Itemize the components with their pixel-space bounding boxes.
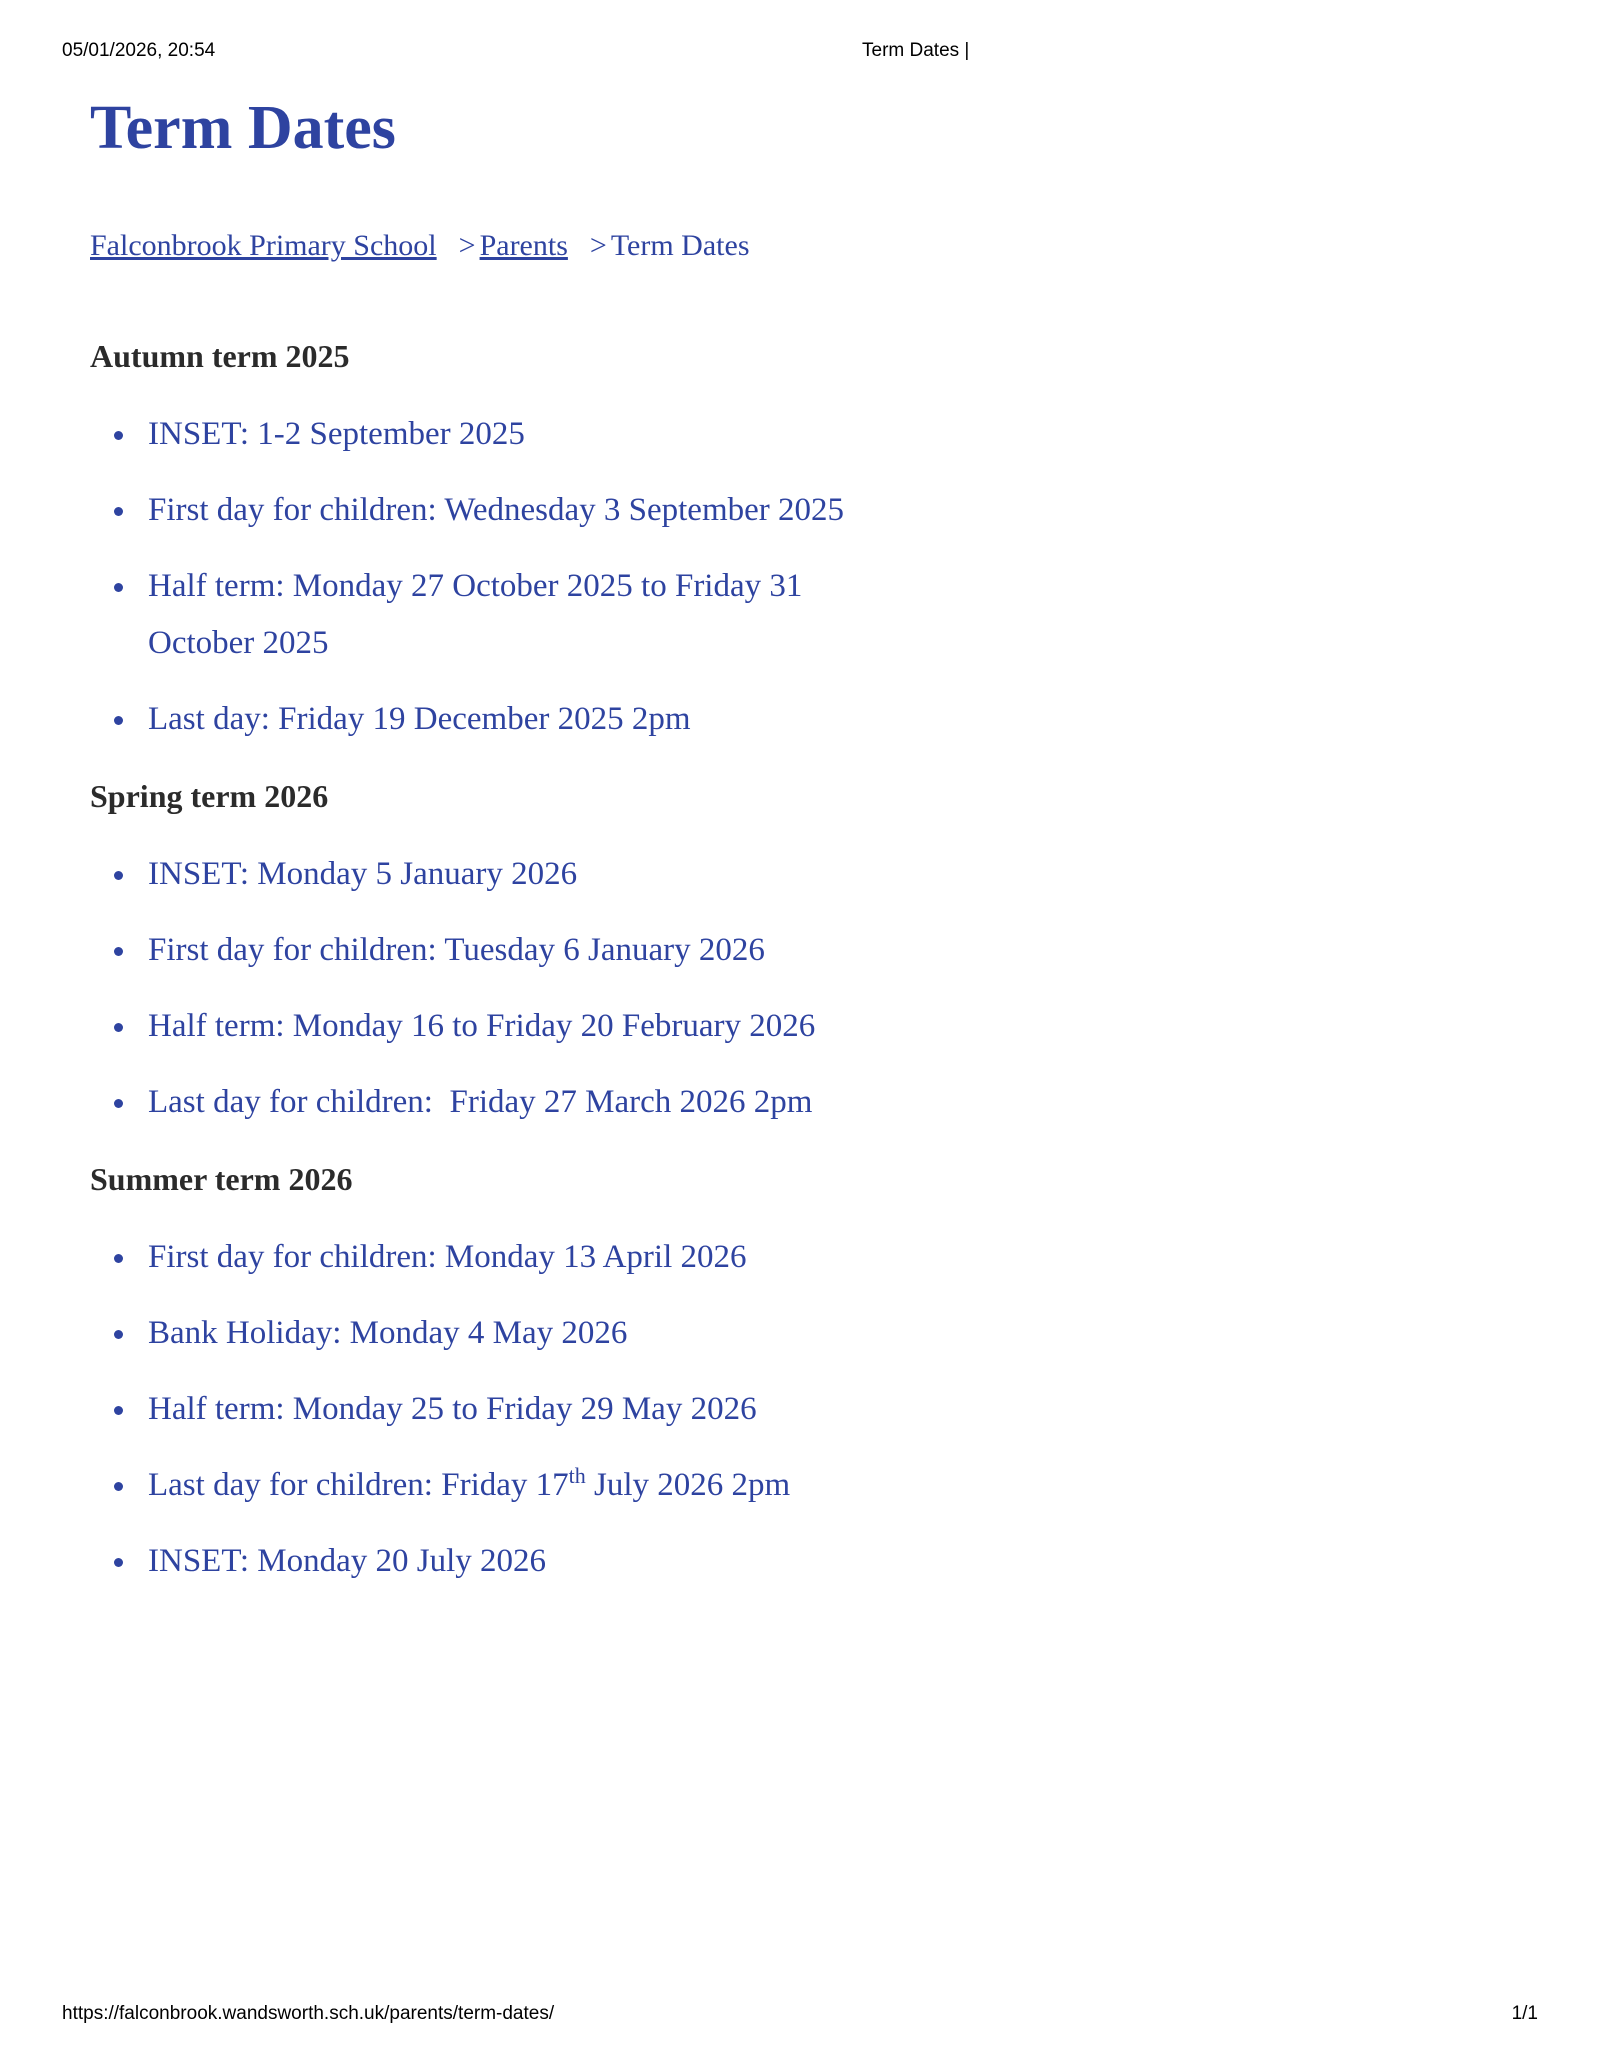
list-item-text: INSET: 1-2 September 2025 (148, 416, 525, 452)
term-list-autumn (90, 406, 870, 748)
list-item (90, 998, 870, 1055)
bullet-icon (114, 1254, 123, 1263)
breadcrumb-separator: > (458, 229, 476, 262)
list-item-text: July 2026 2pm (585, 1467, 791, 1503)
list-item-text: Last day: Friday 19 December 2025 2pm (148, 701, 691, 737)
bullet-icon (114, 716, 123, 725)
list-item (90, 922, 870, 979)
term-heading-autumn: Autumn term 2025 (90, 338, 350, 374)
list-item-text: INSET: Monday 5 January 2026 (148, 856, 578, 892)
term-list-summer (90, 1229, 870, 1590)
list-item (90, 846, 870, 903)
list-item (90, 1381, 870, 1438)
list-item-text: Last day for children: Friday 27 March 2026 2pm (148, 1084, 813, 1120)
breadcrumb-parents-link[interactable]: Parents (479, 229, 568, 262)
breadcrumb-separator: > (589, 229, 607, 262)
ordinal-suffix: th (568, 1463, 586, 1488)
bullet-icon (114, 583, 123, 592)
bullet-icon (114, 431, 123, 440)
print-footer-page-number: 1/1 (1511, 2003, 1538, 2024)
list-item (90, 482, 870, 539)
list-item (90, 406, 870, 463)
bullet-icon (114, 1406, 123, 1415)
list-item-text: First day for children: Wednesday 3 September 2025 (148, 492, 844, 528)
list-item-text: First day for children: Tuesday 6 January 2026 (148, 932, 765, 968)
term-list-spring (90, 846, 870, 1131)
bullet-icon (114, 1099, 123, 1108)
list-item (90, 1457, 870, 1514)
page-title: Term Dates (90, 94, 396, 162)
print-header-title: Term Dates | (862, 40, 970, 61)
list-item-text: INSET: Monday 20 July 2026 (148, 1543, 547, 1579)
breadcrumb-current: Term Dates (610, 229, 750, 262)
print-header-datetime: 05/01/2026, 20:54 (62, 40, 216, 61)
main-content (90, 88, 1090, 1609)
list-item (90, 1074, 870, 1131)
bullet-icon (114, 1558, 123, 1567)
list-item-text: Bank Holiday: Monday 4 May 2026 (148, 1315, 628, 1351)
list-item (90, 1229, 870, 1286)
list-item (90, 558, 870, 672)
list-item-text: Half term: Monday 25 to Friday 29 May 2026 (148, 1391, 757, 1427)
list-item (90, 1533, 870, 1590)
bullet-icon (114, 1023, 123, 1032)
list-item (90, 691, 870, 748)
bullet-icon (114, 507, 123, 516)
list-item-text: Last day for children: Friday 17 (148, 1467, 569, 1503)
list-item-text: Half term: Monday 27 October 2025 to Friday 31 October 2025 (148, 568, 803, 661)
bullet-icon (114, 947, 123, 956)
breadcrumb (90, 226, 1090, 266)
bullet-icon (114, 871, 123, 880)
list-item-text: First day for children: Monday 13 April 2026 (148, 1239, 747, 1275)
breadcrumb-home-link[interactable]: Falconbrook Primary School (90, 229, 437, 262)
bullet-icon (114, 1482, 123, 1491)
bullet-icon (114, 1330, 123, 1339)
term-heading-summer: Summer term 2026 (90, 1161, 353, 1197)
list-item (90, 1305, 870, 1362)
print-footer-url: https://falconbrook.wandsworth.sch.uk/parents/term-dates/ (62, 2003, 555, 2024)
term-heading-spring: Spring term 2026 (90, 778, 329, 814)
list-item-text: Half term: Monday 16 to Friday 20 February 2026 (148, 1008, 816, 1044)
